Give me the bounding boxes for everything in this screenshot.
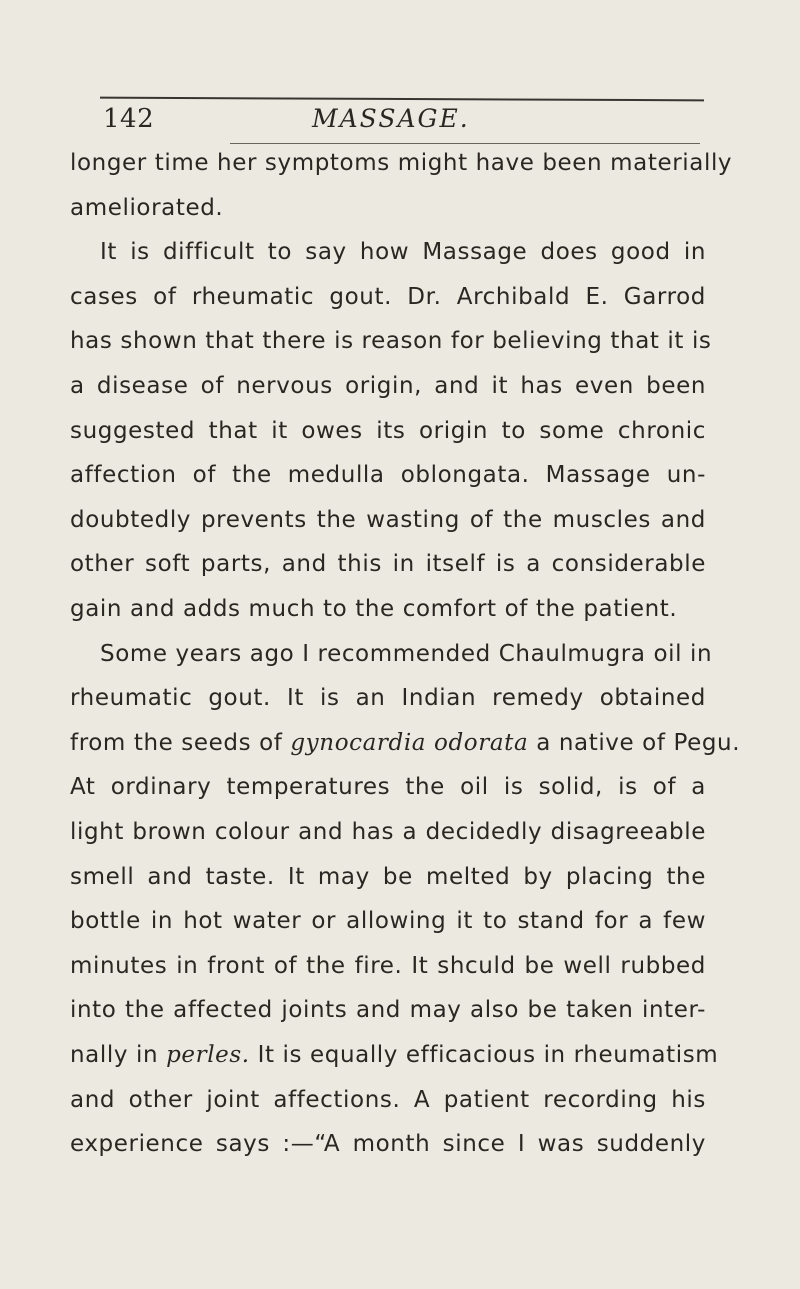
- text-span: from the seeds of: [70, 729, 291, 756]
- header-underline: [230, 143, 700, 144]
- text-span: It is equally efficacious in rheumatism: [249, 1042, 719, 1068]
- text-line: has shown that there is reason for believing that it is: [70, 328, 712, 355]
- running-head: MASSAGE.: [312, 104, 470, 133]
- text-line: into the affected joints and may also be taken inter-: [70, 997, 706, 1024]
- text-line: longer time her symptoms might have been materially: [70, 150, 733, 176]
- italic-text: gynocardia odorata: [290, 729, 529, 756]
- text-line: [70, 1042, 719, 1068]
- text-line: affection of the medulla oblongata. Massage un-: [70, 462, 706, 489]
- text-line: ameliorated.: [70, 194, 224, 221]
- text-span: nally in: [70, 1042, 167, 1068]
- italic-text: perles.: [166, 1042, 250, 1068]
- text-span: a native of Pegu.: [528, 729, 741, 756]
- text-line: It is difficult to say how Massage does good in: [100, 239, 706, 266]
- text-line: experience says :—“A month since I was suddenly: [70, 1131, 706, 1158]
- text-line: light brown colour and has a decidedly disagreeable: [70, 819, 706, 845]
- text-line: smell and taste. It may be melted by placing the: [70, 863, 706, 890]
- text-line: doubtedly prevents the wasting of the muscles and: [70, 506, 706, 533]
- text-line: gain and adds much to the comfort of the patient.: [70, 596, 678, 622]
- text-line: bottle in hot water or allowing it to stand for a few: [70, 908, 706, 935]
- text-line: minutes in front of the fire. It shculd be well rubbed: [70, 952, 706, 979]
- page-number: 142: [103, 104, 155, 134]
- text-line: suggested that it owes its origin to some chronic: [70, 417, 706, 444]
- text-line: rheumatic gout. It is an Indian remedy obtained: [70, 685, 706, 712]
- header-rule: [100, 97, 704, 102]
- text-line: other soft parts, and this in itself is a considerable: [70, 551, 706, 578]
- text-line: Some years ago I recommended Chaulmugra oil in: [100, 640, 713, 667]
- text-line: a disease of nervous origin, and it has even been: [70, 373, 706, 399]
- text-line: and other joint affections. A patient recording his: [70, 1086, 706, 1113]
- text-line: [70, 730, 740, 756]
- text-line: At ordinary temperatures the oil is solid, is of a: [70, 774, 706, 801]
- text-line: cases of rheumatic gout. Dr. Archibald E. Garrod: [70, 283, 706, 310]
